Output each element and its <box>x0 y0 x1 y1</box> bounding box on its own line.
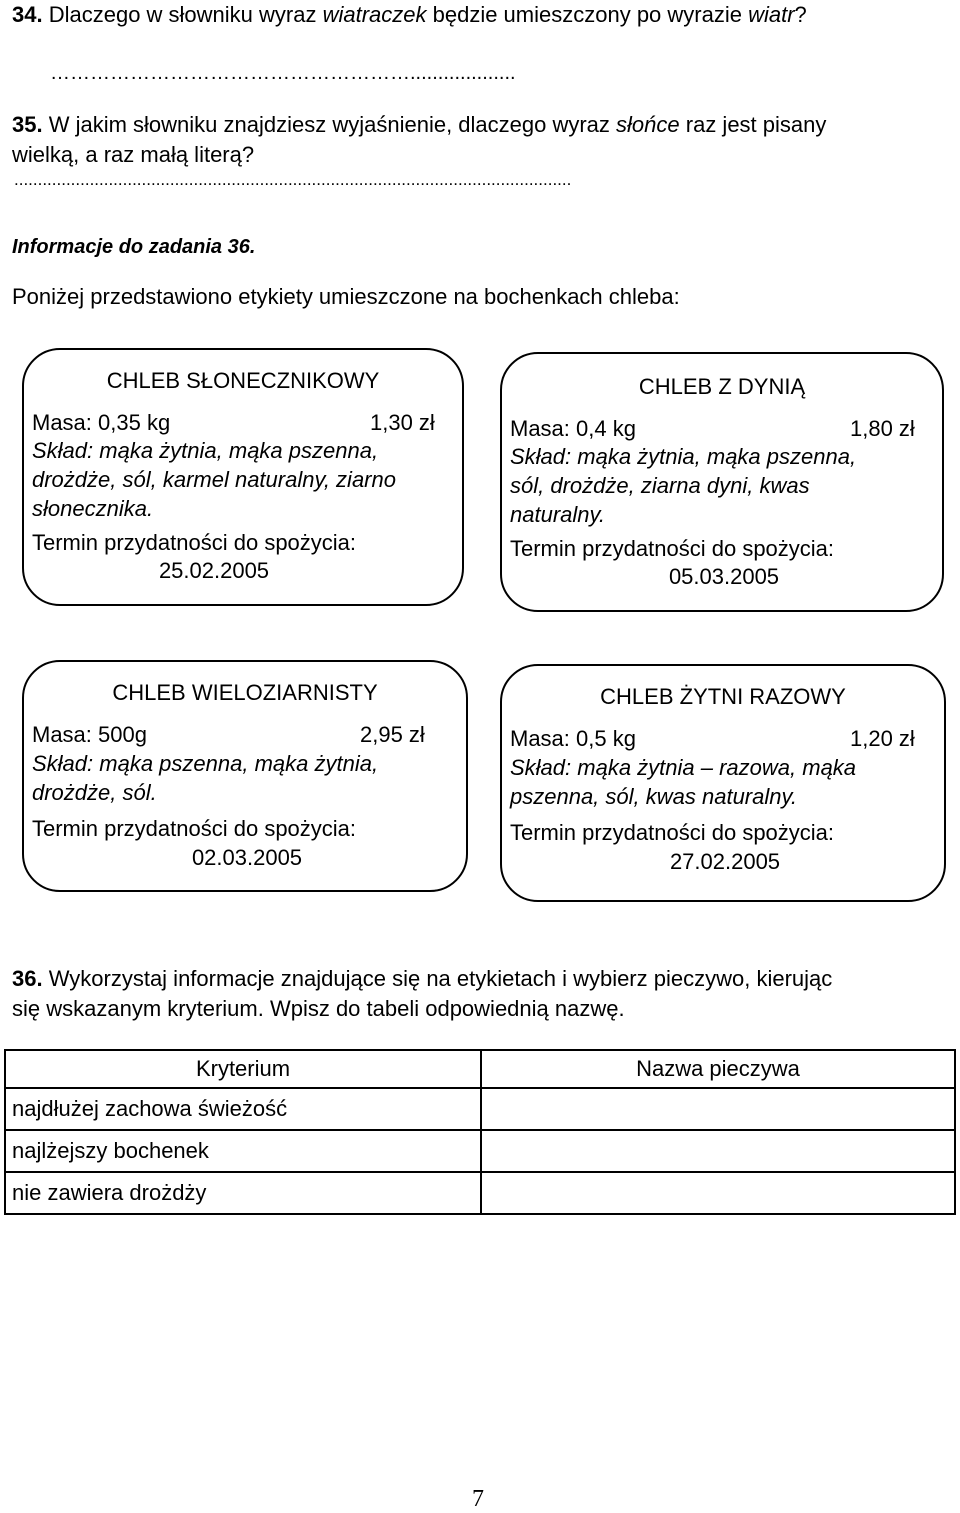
label-composition: drożdże, sól, karmel naturalny, ziarno <box>32 467 396 492</box>
label-mass: Masa: 0,4 kg <box>510 416 636 441</box>
label-price: 1,20 zł <box>850 726 915 751</box>
label-price: 1,80 zł <box>850 416 915 441</box>
label-expiry-date: 25.02.2005 <box>158 558 270 583</box>
label-title: CHLEB Z DYNIĄ <box>638 374 806 399</box>
answer-cell[interactable] <box>481 1130 955 1172</box>
label-title: CHLEB WIELOZIARNISTY <box>112 680 378 705</box>
question-36: 36. Wykorzystaj informacje znajdujące się na etykietach i wybierz pieczywo, kierując <box>12 966 833 991</box>
label-composition: Skład: mąka pszenna, mąka żytnia, <box>32 751 379 776</box>
question-number: 36. <box>12 966 43 991</box>
criterion-cell: najlżejszy bochenek <box>5 1130 481 1172</box>
answer-line-34[interactable]: ………………………………………………................... <box>50 62 516 84</box>
page-number: 7 <box>472 1486 484 1512</box>
label-title: CHLEB ŻYTNI RAZOWY <box>600 684 846 709</box>
label-composition: pszenna, sól, kwas naturalny. <box>510 784 797 809</box>
label-title: CHLEB SŁONECZNIKOWY <box>106 368 380 393</box>
column-header-criterion: Kryterium <box>5 1050 481 1088</box>
label-expiry-date: 27.02.2005 <box>669 849 781 874</box>
question-number: 34. <box>12 2 43 27</box>
question-35: 35. W jakim słowniku znajdziesz wyjaśnienie, dlaczego wyraz słońce raz jest pisany <box>12 112 827 137</box>
question-number: 35. <box>12 112 43 137</box>
bread-label-pumpkin <box>500 352 944 612</box>
label-expiry-label: Termin przydatności do spożycia: <box>510 820 835 845</box>
label-expiry-date: 02.03.2005 <box>191 845 303 870</box>
label-mass: Masa: 500g <box>32 722 147 747</box>
table-row <box>5 1088 955 1130</box>
bread-label-multigrain <box>22 660 468 892</box>
label-composition: Skład: mąka żytnia, mąka pszenna, <box>32 438 379 463</box>
question-36-line2: się wskazanym kryterium. Wpisz do tabeli odpowiednią nazwę. <box>12 996 625 1021</box>
label-composition: sól, drożdże, ziarna dyni, kwas <box>510 473 810 498</box>
label-expiry-date: 05.03.2005 <box>668 564 780 589</box>
label-mass: Masa: 0,35 kg <box>32 410 171 435</box>
label-expiry-label: Termin przydatności do spożycia: <box>32 530 357 555</box>
label-composition: naturalny. <box>510 502 605 527</box>
info-heading: Informacje do zadania 36. <box>12 236 256 258</box>
label-composition: drożdże, sól. <box>32 780 157 805</box>
table-header-row <box>5 1050 955 1088</box>
label-price: 1,30 zł <box>370 410 435 435</box>
label-expiry-label: Termin przydatności do spożycia: <box>32 816 357 841</box>
bread-label-sunflower <box>22 348 464 606</box>
label-mass: Masa: 0,5 kg <box>510 726 636 751</box>
label-expiry-label: Termin przydatności do spożycia: <box>510 536 835 561</box>
label-composition: Skład: mąka żytnia – razowa, mąka <box>510 755 857 780</box>
criteria-table <box>4 1049 956 1215</box>
question-35-line2: wielką, a raz małą literą? <box>12 142 255 167</box>
label-price: 2,95 zł <box>360 722 425 747</box>
bread-label-rye-wholemeal <box>500 664 946 902</box>
table-row <box>5 1172 955 1214</box>
question-34: 34. Dlaczego w słowniku wyraz wiatraczek będzie umieszczony po wyrazie wiatr? <box>12 2 807 27</box>
answer-cell[interactable] <box>481 1172 955 1214</box>
column-header-bread-name: Nazwa pieczywa <box>481 1050 955 1088</box>
answer-cell[interactable] <box>481 1088 955 1130</box>
criterion-cell: nie zawiera drożdży <box>5 1172 481 1214</box>
info-intro: Poniżej przedstawiono etykiety umieszczone na bochenkach chleba: <box>12 284 680 309</box>
table-row <box>5 1130 955 1172</box>
criterion-cell: najdłużej zachowa świeżość <box>5 1088 481 1130</box>
label-composition: Skład: mąka żytnia, mąka pszenna, <box>510 444 857 469</box>
label-composition: słonecznika. <box>32 496 154 521</box>
answer-line-35[interactable]: ...................................................................................................................... <box>14 170 572 189</box>
